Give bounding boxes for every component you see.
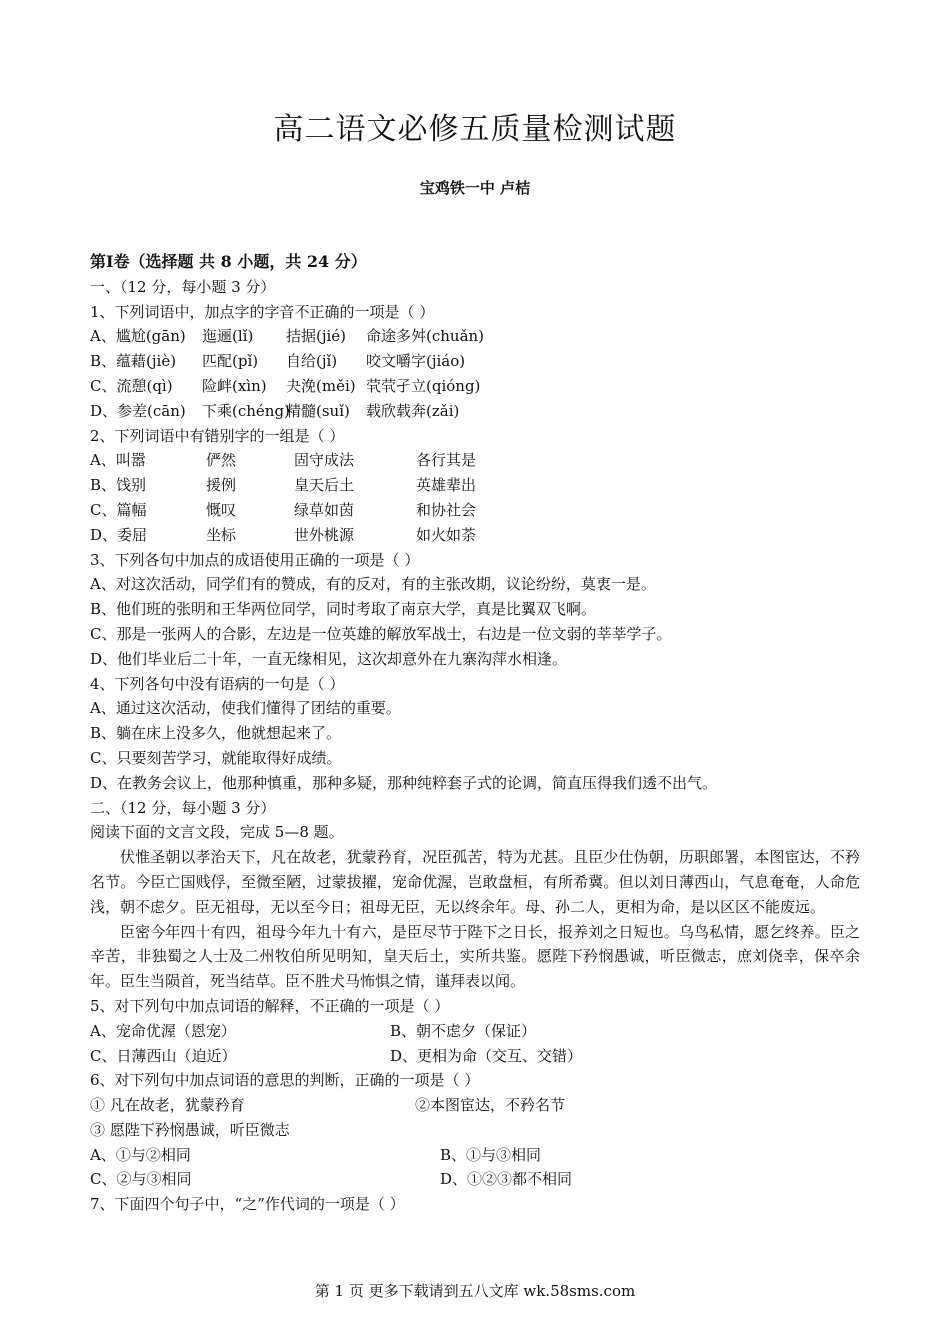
option-item: C、日薄西山（迫近）: [90, 1046, 237, 1065]
option-item: 咬文嚼字(jiáo): [366, 352, 466, 371]
option-item: 俨然: [206, 451, 237, 470]
q6-item: ②本图宦达，不矜名节: [415, 1096, 566, 1115]
option-item: 各行其是: [416, 451, 477, 470]
q6-option-row: [90, 1143, 860, 1168]
option-item: D、委屈: [90, 525, 148, 544]
document-body: [90, 250, 860, 1217]
option-item: 迤逦(lǐ): [202, 327, 254, 346]
option-item: 命途多舛(chuǎn): [366, 327, 485, 346]
q6-item-row: [90, 1093, 860, 1118]
option-item: B、朝不虑夕（保证）: [390, 1021, 537, 1040]
option-item: 固守成法: [294, 451, 355, 470]
passage-paragraph: 臣密今年四十有四，祖母今年九十有六，是臣尽节于陛下之日长，报养刘之日短也。乌鸟私情，愿乞终养。臣之辛苦，非独蜀之人士及二州牧伯所见明知，皇天后土，实所共鉴。愿陛下矜悯愚诚，听臣微志，庶刘侥幸，保卒余年。臣生当陨首，死当结草。臣不胜犬马怖惧之情，谨拜表以闻。: [90, 922, 860, 991]
option-item: 拮据(jié): [286, 327, 347, 346]
option-item: C、②与③相同: [90, 1170, 192, 1189]
option-item: 匹配(pǐ): [202, 352, 259, 371]
option-item: B、①与③相同: [440, 1145, 542, 1164]
option-item: D、①②③都不相同: [440, 1170, 573, 1189]
q6-option-row: [90, 1167, 860, 1192]
option-item: 夬浼(měi): [286, 376, 356, 395]
q2-option: [90, 523, 860, 548]
section-heading: 第Ⅰ卷（选择题 共 8 小题，共 24 分）: [90, 252, 367, 271]
option-item: 茕茕孑立(qióng): [366, 376, 481, 395]
question-stem: 3、下列各句中加点的成语使用正确的一项是（ ）: [90, 550, 420, 569]
q4-option: D、在教务会议上，他那种慎重，那种多疑，那种纯粹套子式的论调，简直压得我们透不出气。: [90, 773, 718, 792]
option-item: A、宠命优渥（恩宠）: [90, 1021, 236, 1040]
option-item: 自给(jǐ): [286, 352, 338, 371]
option-item: C、篇幅: [90, 500, 147, 519]
option-item: 险衅(xìn): [202, 376, 267, 395]
q2-option: [90, 448, 860, 473]
q3-option: B、他们班的张明和王华两位同学，同时考取了南京大学，真是比翼双飞啊。: [90, 600, 597, 619]
passage-paragraph: 伏惟圣朝以孝治天下，凡在故老，犹蒙矜育，况臣孤苦，特为尤甚。且臣少仕伪朝，历职郎署，本图宦达，不矜名节。今臣亡国贱俘，至微至陋，过蒙拔擢，宠命优渥，岂敢盘桓，有所希冀。但以刘日薄西山，气息奄奄，人命危浅，朝不虑夕。臣无祖母，无以至今日；祖母无臣，无以终余年。母、孙二人，更相为命，是以区区不能废远。: [90, 848, 860, 916]
question-stem: 2、下列词语中有错别字的一组是（ ）: [90, 426, 345, 445]
q3-option: A、对这次活动，同学们有的赞成，有的反对，有的主张改期，议论纷纷，莫衷一是。: [90, 575, 656, 594]
question-stem: 7、下面四个句子中，“之”作代词的一项是（ ）: [90, 1195, 405, 1214]
option-item: 下乘(chéng): [202, 401, 290, 420]
q2-option: [90, 473, 860, 498]
question-stem: 5、对下列句中加点词语的解释，不正确的一项是（ ）: [90, 996, 450, 1015]
part-heading: 一、（12 分，每小题 3 分）: [90, 277, 276, 296]
option-item: 世外桃源: [294, 525, 355, 544]
q1-option: [90, 349, 860, 374]
option-item: B、饯别: [90, 476, 147, 495]
option-item: 慨叹: [206, 500, 237, 519]
option-item: D、参差(cān): [90, 401, 186, 420]
option-item: A、①与②相同: [90, 1145, 191, 1164]
page-footer: 第 1 页 更多下载请到五八文库 wk.58sms.com: [314, 1282, 636, 1300]
q4-option: A、通过这次活动，使我们懂得了团结的重要。: [90, 699, 401, 718]
option-item: 皇天后土: [294, 476, 355, 495]
option-item: 坐标: [206, 525, 237, 544]
q3-option: C、那是一张两人的合影，左边是一位英雄的解放军战士，右边是一位文弱的莘莘学子。: [90, 624, 672, 643]
option-item: C、流憩(qì): [90, 376, 173, 395]
option-item: 和协社会: [416, 500, 477, 519]
q6-item: ① 凡在故老，犹蒙矜育: [90, 1096, 245, 1115]
q1-option: [90, 399, 860, 424]
question-stem: 6、对下列句中加点词语的意思的判断，正确的一项是（ ）: [90, 1071, 480, 1090]
q1-option: [90, 324, 860, 349]
option-item: 载欣载奔(zǎi): [366, 401, 460, 420]
option-item: A、叫嚣: [90, 451, 146, 470]
q1-option: [90, 374, 860, 399]
option-item: D、更相为命（交互、交错）: [390, 1046, 583, 1065]
question-stem: 1、下列词语中，加点字的字音不正确的一项是（ ）: [90, 302, 435, 321]
option-item: A、尴尬(gān): [90, 327, 186, 346]
option-item: B、蕴藉(jiè): [90, 352, 177, 371]
option-item: 绿草如茵: [294, 500, 355, 519]
option-item: 精髓(suǐ): [286, 401, 350, 420]
option-item: 英雄辈出: [416, 476, 477, 495]
q4-option: B、躺在床上没多久，他就想起来了。: [90, 724, 342, 743]
option-item: 如火如荼: [416, 525, 477, 544]
part-heading: 二、（12 分，每小题 3 分）: [90, 798, 276, 817]
q5-option-row: [90, 1044, 860, 1069]
author-line: 宝鸡铁一中 卢桔: [419, 179, 531, 197]
reading-intro: 阅读下面的文言文段，完成 5—8 题。: [90, 823, 344, 842]
q2-option: [90, 498, 860, 523]
question-stem: 4、下列各句中没有语病的一句是（ ）: [90, 674, 345, 693]
option-item: 援例: [206, 476, 237, 495]
document-title: 高二语文必修五质量检测试题: [273, 112, 677, 147]
q4-option: C、只要刻苦学习，就能取得好成绩。: [90, 748, 342, 767]
q3-option: D、他们毕业后二十年，一直无缘相见，这次却意外在九寨沟萍水相逢。: [90, 649, 568, 668]
q5-option-row: [90, 1019, 860, 1044]
q6-item: ③ 愿陛下矜悯愚诚，听臣微志: [90, 1120, 290, 1139]
